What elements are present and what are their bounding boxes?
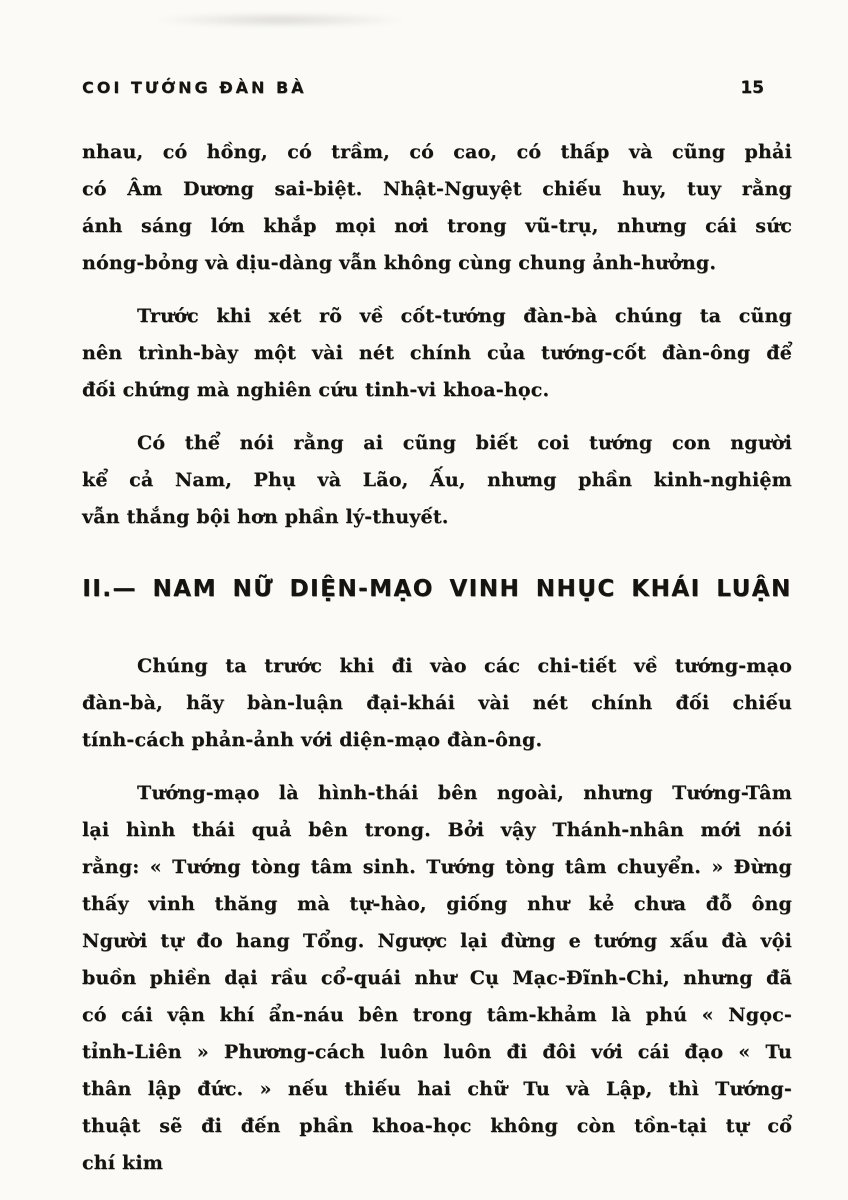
text-line: rằng: « Tướng tòng tâm sinh. Tướng tòng tâm chuyển. » Đừng bbox=[82, 856, 792, 878]
text-line: Chúng ta trước khi đi vào các chi-tiết về tướng-mạo bbox=[137, 655, 792, 677]
text-line: lại hình thái quả bên trong. Bởi vậy Thánh-nhân mới nói bbox=[82, 819, 792, 841]
scan-artifact-smudge bbox=[150, 12, 410, 28]
text-line: ánh sáng lớn khắp mọi nơi trong vũ-trụ, nhưng cái sức bbox=[82, 215, 792, 237]
text-line: có cái vận khí ẩn-náu bên trong tâm-khảm là phú « Ngọc- bbox=[82, 1004, 792, 1026]
paragraph bbox=[82, 775, 792, 1182]
page-number: 15 bbox=[740, 78, 764, 98]
paragraph bbox=[82, 425, 792, 536]
text-line: đàn-bà, hãy bàn-luận đại-khái vài nét chính đối chiếu bbox=[82, 692, 792, 714]
paragraph-continuation bbox=[82, 134, 792, 282]
paragraph bbox=[82, 298, 792, 409]
text-line: Tướng-mạo là hình-thái bên ngoài, nhưng Tướng-Tâm bbox=[137, 782, 792, 804]
running-title: COI TƯỚNG ĐÀN BÀ bbox=[82, 78, 307, 97]
text-line: kể cả Nam, Phụ và Lão, Ấu, nhưng phần kinh-nghiệm bbox=[82, 469, 792, 491]
text-line: nhau, có hồng, có trầm, có cao, có thấp và cũng phải bbox=[82, 141, 792, 163]
text-line: chí kim bbox=[82, 1152, 164, 1174]
text-line: Người tự đo hang Tổng. Ngược lại đừng e tướng xấu đà vội bbox=[82, 930, 792, 952]
text-line: thuật sẽ đi đến phần khoa-học không còn tồn-tại tự cổ bbox=[82, 1115, 792, 1137]
text-line: nóng-bỏng và dịu-dàng vẫn không cùng chung ảnh-hưởng. bbox=[82, 252, 717, 274]
text-line: buồn phiền dại rầu cổ-quái như Cụ Mạc-Đĩnh-Chi, nhưng đã bbox=[82, 967, 792, 989]
page-content bbox=[82, 78, 792, 1198]
text-line: nên trình-bày một vài nét chính của tướng-cốt đàn-ông để bbox=[82, 342, 792, 364]
text-line: tỉnh-Liên » Phương-cách luôn luôn đi đôi với cái đạo « Tu bbox=[82, 1041, 792, 1063]
page-header bbox=[82, 78, 792, 98]
text-line: vẫn thắng bội hơn phần lý-thuyết. bbox=[82, 506, 449, 528]
text-line: Trước khi xét rõ về cốt-tướng đàn-bà chúng ta cũng bbox=[137, 305, 792, 327]
text-line: đối chứng mà nghiên cứu tinh-vi khoa-học. bbox=[82, 379, 550, 401]
text-line: tính-cách phản-ảnh với diện-mạo đàn-ông. bbox=[82, 729, 543, 751]
text-line: Có thể nói rằng ai cũng biết coi tướng con người bbox=[137, 432, 792, 454]
text-line: có Âm Dương sai-biệt. Nhật-Nguyệt chiếu huy, tuy rằng bbox=[82, 178, 792, 200]
paragraph bbox=[82, 648, 792, 759]
text-line: thân lập đức. » nếu thiếu hai chữ Tu và Lập, thì Tướng- bbox=[82, 1078, 792, 1100]
text-line: thấy vinh thăng mà tự-hào, giống như kẻ chưa đỗ ông bbox=[82, 893, 792, 915]
section-heading: II.— NAM NỮ DIỆN-MẠO VINH NHỤC KHÁI LUẬN bbox=[82, 576, 792, 602]
